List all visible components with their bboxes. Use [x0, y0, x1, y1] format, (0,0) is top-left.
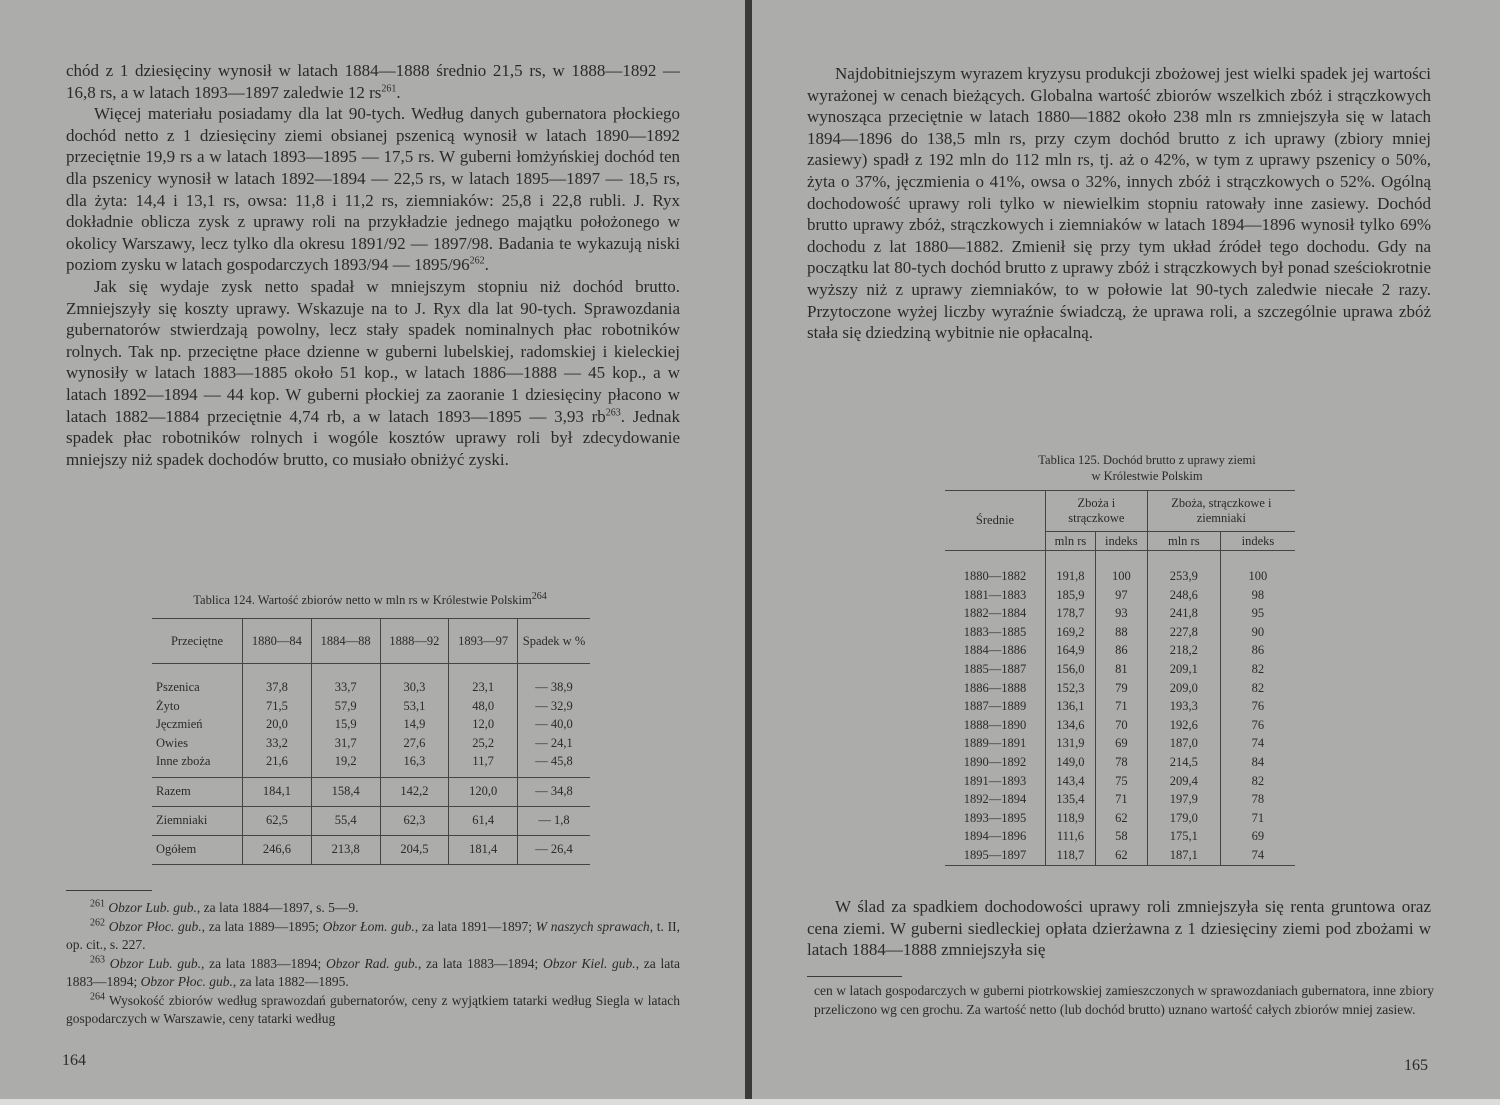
table-cell: 135,4 [1046, 790, 1096, 809]
table-cell: 78 [1095, 753, 1147, 772]
table-caption: Tablica 125. Dochód brutto z uprawy ziemi [1038, 453, 1256, 467]
table-cell: 57,9 [311, 697, 380, 716]
table-header-cell: Zboża i strączkowe [1046, 491, 1148, 532]
table-cell: 71 [1095, 790, 1147, 809]
table-cell: 1893—1895 [963, 810, 1027, 825]
table-row [945, 827, 1295, 846]
table-cell: 100 [1220, 551, 1295, 586]
table-header-cell: indeks [1220, 532, 1295, 551]
table-cell: 218,2 [1147, 641, 1220, 660]
table-header-cell: 1888—92 [380, 619, 449, 664]
table-row [945, 734, 1295, 753]
table-125-caption [947, 452, 1347, 484]
paragraph-2 [66, 103, 680, 276]
table-header-cell: Zboża, strączkowe i ziemniaki [1147, 491, 1295, 532]
book-gutter [745, 0, 752, 1105]
table-125-grid [945, 490, 1295, 866]
table-row [945, 623, 1295, 642]
footnote-source-title: Obzor Rad. gub. [325, 955, 418, 971]
table-row [945, 716, 1295, 735]
table-row [945, 604, 1295, 623]
table-header-cell: 1884—88 [311, 619, 380, 664]
table-cell: 69 [1220, 827, 1295, 846]
paragraph-text: chód z 1 dziesięciny wynosił w latach 1884—1888 średnio 21,5 rs, w 1888—1892 — 16,8 rs, a w latach 1893—1897 zaledwie 12 rs [66, 61, 680, 102]
table-cell: — 26,4 [518, 835, 591, 864]
left-page [0, 0, 745, 1105]
table-cell: 164,9 [1046, 641, 1096, 660]
paragraph-tail: . [484, 255, 489, 275]
paragraph-r1: Najdobitniejszym wyrazem kryzysu produkcji zbożowej jest wielki spadek jej wartości wyrażonej w cenach bieżących. Globalna wartość zbiorów wszelkich zbóż i strączkowych wynosząca przeciętnie w latach 1880—1882 około 238 mln rs zmniejszyła się w latach 1894—1896 do 138,5 mln rs, przy czym dochód brutto z ich uprawy (zbiory mniej zasiewy) spadł z 192 mln do 112 mln rs, tj. aż o 42%, w tym z uprawy pszenicy o 50%, żyta o 37%, jęczmienia o 41%, owsa o 32%, innych zbóż i strączkowych o 52%. Ogólną dochodowość uprawy roli tylko w niewielkim stopniu ratowały inne zasiewy. Dochód brutto uprawy zbóż, strączkowych i ziemniaków w latach 1894—1896 wynosił tylko 69% dochodu z lat 1880—1882. Zmienił się przy tym układ źródeł tego dochodu. Gdy na początku lat 80-tych dochód brutto z uprawy zbóż i strączkowych był ponad sześciokrotnie wyższy niż z uprawy ziemniaków, to w połowie lat 90-tych zaledwie niecałe 2 razy. Przytoczone wyżej liczby wyraźnie świadczą, że uprawa roli, a szczególnie uprawa zbóż stała się dziedziną wybitnie nie opłacalną. [807, 64, 1431, 343]
table-cell: 23,1 [449, 664, 518, 697]
table-cell: 175,1 [1147, 827, 1220, 846]
table-cell: Ziemniaki [152, 806, 243, 835]
table-cell: 209,4 [1147, 772, 1220, 791]
table-cell: 136,1 [1046, 697, 1096, 716]
table-header-cell: mln rs [1147, 532, 1220, 551]
table-cell: Owies [156, 735, 188, 750]
table-cell: 71 [1220, 809, 1295, 828]
table-cell: 21,6 [243, 752, 312, 777]
footnote-source-title: Obzor Płoc. gub. [108, 918, 202, 934]
footnote-text: , za lata 1891—1897; [414, 918, 536, 934]
table-row [945, 790, 1295, 809]
table-cell: 1889—1891 [963, 736, 1027, 751]
table-row [152, 835, 590, 864]
table-cell: 191,8 [1046, 551, 1096, 586]
table-cell: 192,6 [1147, 716, 1220, 735]
table-cell: 100 [1095, 551, 1147, 586]
table-cell: 70 [1095, 716, 1147, 735]
table-cell: 30,3 [380, 664, 449, 697]
table-header-cell: mln rs [1046, 532, 1096, 551]
table-cell: 204,5 [380, 835, 449, 864]
table-cell: 149,0 [1046, 753, 1096, 772]
table-cell: 197,9 [1147, 790, 1220, 809]
paragraph-tail: . [396, 82, 401, 102]
table-cell: 227,8 [1147, 623, 1220, 642]
table-cell: 178,7 [1046, 604, 1096, 623]
table-row [945, 809, 1295, 828]
table-cell: 15,9 [311, 715, 380, 734]
footnotes [66, 899, 680, 1029]
left-text-column [66, 60, 680, 470]
table-cell: Pszenica [156, 680, 200, 694]
table-cell: 209,0 [1147, 679, 1220, 698]
footnote-ref: 261 [381, 82, 397, 94]
page-number: 165 [1404, 1057, 1428, 1074]
table-cell: 33,2 [243, 734, 312, 753]
table-cell: 1885—1887 [963, 661, 1027, 676]
table-124-caption [150, 592, 590, 608]
footnote-number: 264 [90, 991, 105, 1002]
table-row [945, 660, 1295, 679]
footnote-text: , za lata 1883—1894; [200, 955, 326, 971]
table-header-cell: 1893—97 [449, 619, 518, 664]
footnote-source-title: Obzor Lub. gub. [108, 900, 197, 915]
table-cell: 81 [1095, 660, 1147, 679]
footnote [66, 918, 680, 955]
table-cell: Ogółem [152, 835, 243, 864]
table-row [152, 777, 590, 806]
table-cell: 12,0 [449, 715, 518, 734]
table-cell: 1882—1884 [963, 606, 1027, 621]
table-cell: 1892—1894 [963, 792, 1027, 807]
table-cell: 193,3 [1147, 697, 1220, 716]
table-cell: 11,7 [449, 752, 518, 777]
table-cell: 179,0 [1147, 809, 1220, 828]
table-cell: 62 [1095, 846, 1147, 865]
table-cell: 213,8 [311, 835, 380, 864]
table-cell: 187,1 [1147, 846, 1220, 865]
table-row [152, 734, 590, 753]
table-cell: 48,0 [449, 697, 518, 716]
table-cell: 1887—1889 [963, 699, 1027, 714]
table-cell: 69 [1095, 734, 1147, 753]
table-cell: 53,1 [380, 697, 449, 716]
footnote-text: cen w latach gospodarczych w guberni piotrkowskiej zamieszczonych w sprawozdaniach gubernatora, inne zbiory przeliczono wg cen grochu. Za wartość netto (lub dochód brutto) uznano wartość całych zbiorów mniej zasiew. [814, 983, 1434, 1017]
table-cell: 1883—1885 [963, 624, 1027, 639]
footnote-divider [66, 890, 152, 891]
table-cell: 134,6 [1046, 716, 1096, 735]
table-cell: 1891—1893 [963, 773, 1027, 788]
table-cell: 86 [1220, 641, 1295, 660]
table-cell: 61,4 [449, 806, 518, 835]
table-cell: 246,6 [243, 835, 312, 864]
table-header-cell: Przeciętne [152, 619, 243, 664]
right-text-column-2 [807, 896, 1431, 961]
footnote [66, 899, 680, 918]
table-cell: 1880—1882 [963, 569, 1027, 583]
table-cell: 169,2 [1046, 623, 1096, 642]
table-cell: 184,1 [243, 777, 312, 806]
table-row [152, 752, 590, 777]
table-cell: 181,4 [449, 835, 518, 864]
table-cell: — 38,9 [518, 664, 591, 697]
table-header-cell: 1880—84 [243, 619, 312, 664]
table-cell: 118,9 [1046, 809, 1096, 828]
table-cell: 158,4 [311, 777, 380, 806]
table-cell: 1894—1896 [963, 829, 1027, 844]
paragraph-3 [66, 276, 680, 470]
table-cell: — 24,1 [518, 734, 591, 753]
table-cell: 1888—1890 [963, 717, 1027, 732]
footnote-text: , za lata 1884—1897, s. 5—9. [196, 900, 359, 915]
footnote-continuation [814, 982, 1434, 1019]
table-cell: 93 [1095, 604, 1147, 623]
footnote-source-title: W naszych sprawach [535, 918, 650, 934]
paragraph-r2: W ślad za spadkiem dochodowości uprawy roli zmniejszyła się renta gruntowa oraz cena ziemi. W guberni siedleckiej opłata dzierżawna z 1 dziesięciny ziemi pod zbożami w latach 1884—1888 zmniejszyła się [807, 897, 1431, 960]
page-edge [0, 1099, 1500, 1105]
table-cell: 62,5 [243, 806, 312, 835]
table-row [152, 715, 590, 734]
table-124-grid [152, 618, 590, 865]
footnote-text: , za lata 1882—1895. [232, 974, 349, 989]
footnote-number: 261 [90, 898, 105, 910]
table-header-row [152, 619, 590, 664]
page-number: 164 [62, 1052, 86, 1069]
table-cell: 62 [1095, 809, 1147, 828]
table-cell: 1886—1888 [963, 680, 1027, 695]
table-cell: 27,6 [380, 734, 449, 753]
footnote-text: , za lata 1889—1895; [201, 918, 323, 934]
table-cell: 58 [1095, 827, 1147, 846]
footnote-text: , za lata 1883—1894; [417, 955, 543, 971]
table-cell: — 40,0 [518, 715, 591, 734]
footnote-ref: 264 [531, 590, 547, 602]
table-caption-line2: w Królestwie Polskim [1091, 469, 1203, 483]
table-cell: — 32,9 [518, 697, 591, 716]
table-cell: 79 [1095, 679, 1147, 698]
table-cell: — 1,8 [518, 806, 591, 835]
paragraph-tail: . Jednak spadek płac robotników rolnych i wogóle kosztów uprawy roli był zdecydowanie mniejszy niż spadek dochodów brutto, co musiało obniżyć zyski. [66, 406, 680, 469]
table-row [945, 753, 1295, 772]
table-cell: 1895—1897 [945, 846, 1046, 865]
footnote-text: , t. II, op. cit., s. 227. [66, 918, 680, 952]
footnote-source-title: Obzor Płoc. gub. [140, 974, 233, 989]
table-cell: 78 [1220, 790, 1295, 809]
table-cell: 90 [1220, 623, 1295, 642]
table-row [152, 697, 590, 716]
table-cell: 16,3 [380, 752, 449, 777]
footnote-text: , za lata 1883—1894; [66, 955, 680, 989]
table-cell: 1890—1892 [963, 754, 1027, 769]
footnote-source-title: Obzor Kiel. gub. [542, 955, 636, 971]
table-cell: — 45,8 [518, 752, 591, 777]
paragraph-1 [66, 60, 680, 103]
table-cell: 1884—1886 [963, 643, 1027, 658]
footnote-source-title: Obzor Lub. gub. [109, 955, 201, 971]
table-row [945, 586, 1295, 605]
table-cell: 1881—1883 [963, 587, 1027, 602]
table-row [945, 551, 1295, 586]
table-cell: 71 [1095, 697, 1147, 716]
table-row [945, 641, 1295, 660]
paragraph-text: Więcej materiału posiadamy dla lat 90-tych. Według danych gubernatora płockiego dochód netto z 1 dziesięciny ziemi obsianej pszenicą wynosił w latach 1890—1892 przeciętnie 19,9 rs a w latach 1893—1895 — 17,5 rs. W guberni łomżyńskiej dochód ten dla pszenicy wynosił w latach 1892—1894 — 22,5 rs, w latach 1895—1897 — 18,5 rs, dla żyta: 14,4 i 13,1 rs, owsa: 11,8 i 11,2 rs, ziemniaków: 25,8 i 22,8 rubli. J. Ryx dokładnie oblicza zysk z uprawy roli na przykładzie jednego majątku położonego w okolicy Warszawy, lecz tylko dla okresu 1891/92 — 1897/98. Badania te wykazują niski poziom zysku w latach gospodarczych 1893/94 — 1895/96 [66, 104, 680, 275]
table-cell: 241,8 [1147, 604, 1220, 623]
table-header-cell: Średnie [945, 491, 1046, 551]
table-header-cell: indeks [1095, 532, 1147, 551]
table-cell: Inne zboża [152, 752, 243, 777]
table-cell: 143,4 [1046, 772, 1096, 791]
table-cell: 62,3 [380, 806, 449, 835]
footnote [66, 955, 680, 992]
table-cell: 20,0 [243, 715, 312, 734]
footnote-text: Wysokość zbiorów według sprawozdań gubernatorów, ceny z wyjątkiem tatarki według Siegla w latach gospodarczych w Warszawie, ceny tatarki według [66, 992, 680, 1026]
table-124 [152, 618, 590, 865]
table-cell: 14,9 [380, 715, 449, 734]
table-row [945, 697, 1295, 716]
table-cell: 19,2 [311, 752, 380, 777]
table-row [945, 846, 1295, 865]
table-cell: 74 [1220, 846, 1295, 865]
table-cell: 55,4 [311, 806, 380, 835]
table-row [945, 772, 1295, 791]
table-cell: 152,3 [1046, 679, 1096, 698]
footnote-number: 263 [90, 954, 105, 965]
table-cell: Jęczmień [156, 717, 203, 731]
table-cell: 111,6 [1046, 827, 1096, 846]
table-cell: 84 [1220, 753, 1295, 772]
paragraph-text: Jak się wydaje zysk netto spadał w mniejszym stopniu niż dochód brutto. Zmniejszyły się koszty uprawy. Wskazuje na to J. Ryx dla lat 90-tych. Sprawozdania gubernatorów stwierdzają powolny, lecz stały spadek nominalnych płac robotników rolnych. Tak np. przeciętne płace dzienne w guberni lubelskiej, radomskiej i kieleckiej wynosiły w latach 1883—1885 około 51 kop., w latach 1886—1888 — 45 kop., a w latach 1892—1894 — 44 kop. W guberni płockiej za zaoranie 1 dziesięciny płacono w latach 1882—1884 przeciętnie 4,74 rb, a w latach 1893—1895 — 3,93 rb [66, 276, 680, 426]
table-row [945, 679, 1295, 698]
table-cell: 185,9 [1046, 586, 1096, 605]
table-cell: 25,2 [449, 734, 518, 753]
table-cell: 33,7 [311, 664, 380, 697]
table-cell: 248,6 [1147, 586, 1220, 605]
table-cell: 95 [1220, 604, 1295, 623]
table-row [152, 806, 590, 835]
table-cell: 214,5 [1147, 753, 1220, 772]
table-cell: 31,7 [311, 734, 380, 753]
table-cell: 82 [1220, 660, 1295, 679]
footnote-source-title: Obzor Łom. gub. [322, 918, 415, 934]
footnote [66, 992, 680, 1029]
table-cell: 118,7 [1046, 846, 1096, 865]
table-cell: 88 [1095, 623, 1147, 642]
table-cell: 253,9 [1147, 551, 1220, 586]
table-row [152, 664, 590, 697]
table-cell: 82 [1220, 772, 1295, 791]
table-cell: 71,5 [243, 697, 312, 716]
table-cell: 142,2 [380, 777, 449, 806]
table-cell: 75 [1095, 772, 1147, 791]
table-header-cell: Spadek w % [518, 619, 591, 664]
table-cell: 209,1 [1147, 660, 1220, 679]
table-cell: 131,9 [1046, 734, 1096, 753]
table-cell: 37,8 [243, 664, 312, 697]
table-cell: 74 [1220, 734, 1295, 753]
table-cell: 97 [1095, 586, 1147, 605]
table-cell: 156,0 [1046, 660, 1096, 679]
footnote-number: 262 [90, 917, 105, 928]
right-page [752, 0, 1500, 1105]
footnote-ref: 263 [605, 406, 621, 418]
footnote-ref: 262 [469, 255, 485, 267]
table-cell: 82 [1220, 679, 1295, 698]
table-cell: Żyto [156, 698, 180, 713]
table-125 [945, 490, 1295, 866]
table-cell: 120,0 [449, 777, 518, 806]
footnote-divider [807, 976, 902, 977]
table-cell: Razem [152, 777, 243, 806]
table-caption: Tablica 124. Wartość zbiorów netto w mln rs w Królestwie Polskim [193, 593, 532, 607]
table-cell: — 34,8 [518, 777, 591, 806]
table-cell: 98 [1220, 586, 1295, 605]
table-cell: 86 [1095, 641, 1147, 660]
table-cell: 187,0 [1147, 734, 1220, 753]
table-cell: 76 [1220, 697, 1295, 716]
table-cell: 76 [1220, 716, 1295, 735]
table-header-row [945, 491, 1295, 532]
right-text-column [807, 63, 1431, 344]
